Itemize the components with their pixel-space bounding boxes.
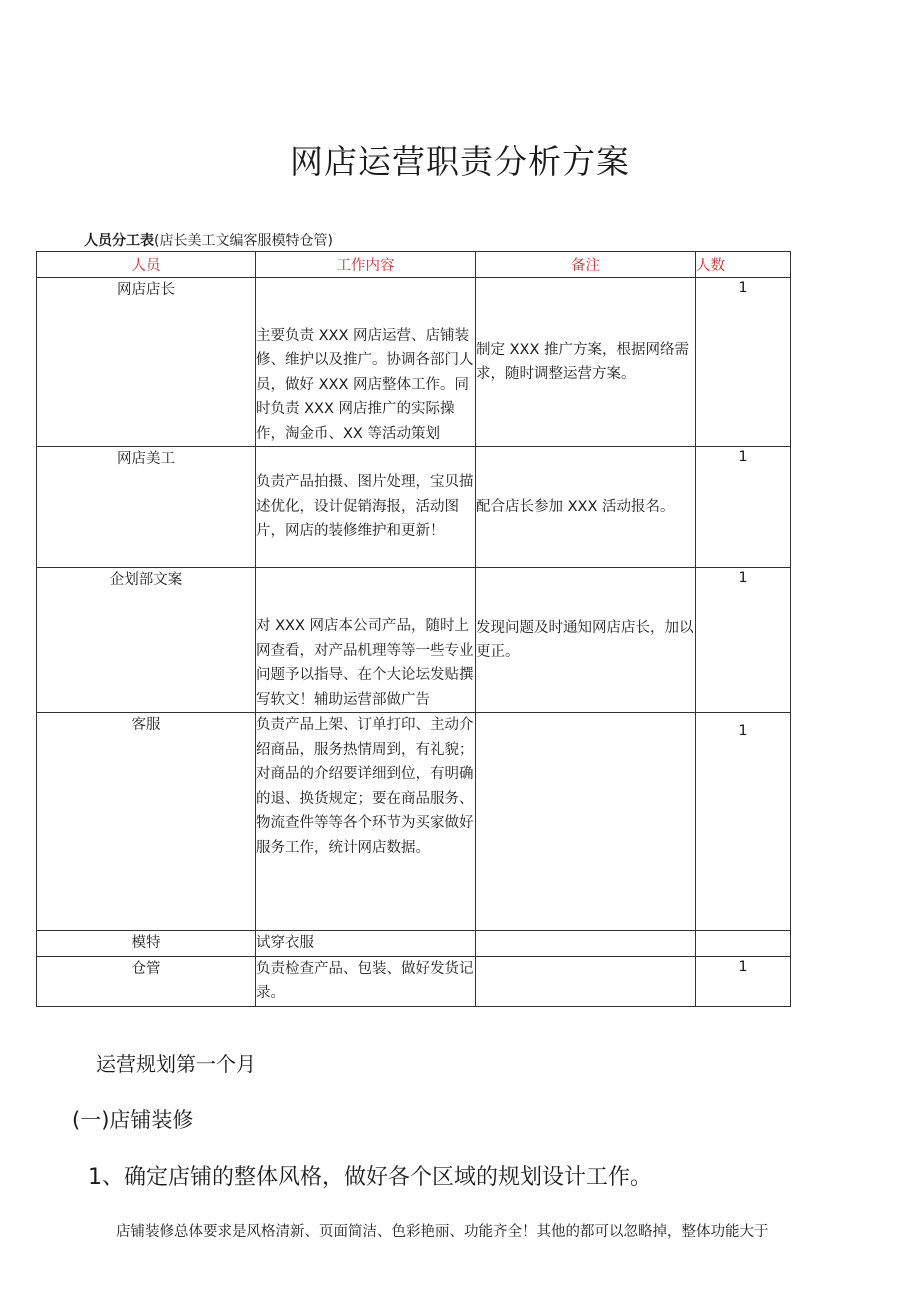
cell-note — [476, 713, 696, 931]
cell-person: 网店店长 — [37, 278, 256, 447]
table-caption-bold: 人员分工表 — [84, 233, 154, 249]
cell-duty: 主要负责 XXX 网店运营、店铺装修、维护以及推广。协调各部门人员，做好 XXX 网店整体工作。同时负责 XXX 网店推广的实际操作，淘金币、XX 等活动策划 — [256, 278, 476, 447]
month-heading: 运营规划第一个月 — [96, 1052, 256, 1076]
cell-note — [476, 956, 696, 1006]
cell-note: 配合店长参加 XXX 活动报名。 — [476, 447, 696, 568]
header-note: 备注 — [476, 252, 696, 278]
section-heading: (一)店铺装修 — [72, 1108, 194, 1132]
page-title: 网店运营职责分析方案 — [290, 142, 630, 181]
cell-note: 制定 XXX 推广方案，根据网络需求，随时调整运营方案。 — [476, 278, 696, 447]
table-row — [37, 278, 791, 447]
cell-person: 仓管 — [37, 956, 256, 1006]
table-caption — [84, 230, 333, 250]
cell-duty: 试穿衣服 — [256, 931, 476, 957]
cell-person: 客服 — [37, 713, 256, 931]
cell-duty: 负责产品上架、订单打印、主动介绍商品，服务热情周到，有礼貌；对商品的介绍要详细到位，有明确的退、换货规定；要在商品服务、物流查件等等各个环节为买家做好服务工作，统计网店数据。 — [256, 713, 476, 931]
cell-person: 企划部文案 — [37, 568, 256, 713]
cell-count: 1 — [696, 568, 791, 713]
table-row — [37, 931, 791, 957]
table-row — [37, 956, 791, 1006]
cell-count: 1 — [696, 447, 791, 568]
cell-duty: 负责检查产品、包装、做好发货记录。 — [256, 956, 476, 1006]
header-person: 人员 — [37, 252, 256, 278]
cell-duty: 对 XXX 网店本公司产品，随时上网查看，对产品机理等等一些专业问题予以指导、在个大论坛发贴撰写软文！辅助运营部做广告 — [256, 568, 476, 713]
table-row — [37, 447, 791, 568]
table-caption-detail: (店长美工文编客服模特仓管) — [154, 233, 333, 249]
step-heading: 1、确定店铺的整体风格，做好各个区域的规划设计工作。 — [88, 1165, 652, 1190]
staff-division-table — [36, 251, 791, 1007]
header-duty: 工作内容 — [256, 252, 476, 278]
cell-note: 发现问题及时通知网店店长，加以更正。 — [476, 568, 696, 713]
header-count: 人数 — [696, 252, 791, 278]
cell-duty: 负责产品拍摄、图片处理，宝贝描述优化，设计促销海报，活动图片，网店的装修维护和更新！ — [256, 447, 476, 568]
cell-count — [696, 931, 791, 957]
table-row — [37, 713, 791, 931]
paragraph-text: 店铺装修总体要求是风格清新、页面简洁、色彩艳丽、功能齐全！其他的都可以忽略掉，整体功能大于 — [116, 1224, 769, 1240]
cell-count: 1 — [696, 956, 791, 1006]
cell-person: 网店美工 — [37, 447, 256, 568]
cell-count: 1 — [696, 713, 791, 931]
table-row — [37, 568, 791, 713]
cell-person: 模特 — [37, 931, 256, 957]
table-header-row — [37, 252, 791, 278]
cell-note — [476, 931, 696, 957]
cell-count: 1 — [696, 278, 791, 447]
